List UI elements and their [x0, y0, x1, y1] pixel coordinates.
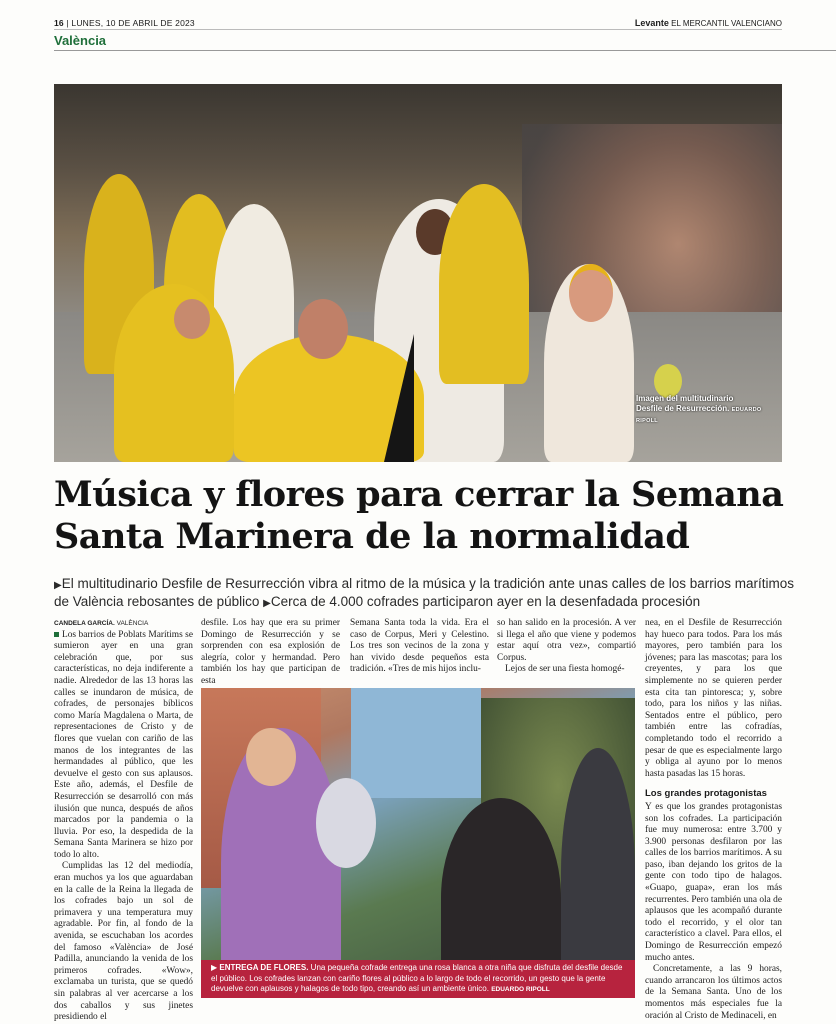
section-label: València: [54, 33, 107, 48]
subheadline: ▶El multitudinario Desfile de Resurrección vibra al ritmo de la música y la tradición ante unas calles de los barrios marítimos de València rebosantes de público ▶Cerca de 4.000 cofrades participaron ayer en la desenfadada procesión: [54, 576, 795, 609]
bottom-photo-credit: EDUARDO RIPOLL: [491, 986, 550, 993]
square-bullet-icon: [54, 632, 59, 637]
triangle-bullet-icon: ▶: [54, 580, 62, 591]
article-column-2: desfile. Los hay que era su primer Domingo de Resurrección y se sorprenden con esa explosión de alegría, color y hermandad. Pero también los hay que participan de esta: [201, 618, 340, 686]
triangle-bullet-icon: ▶: [263, 598, 271, 609]
page-header-left: 16 | LUNES, 10 DE ABRIL DE 2023: [54, 18, 195, 28]
section-rule: [54, 50, 836, 51]
page-header-right: [635, 18, 782, 28]
section-subtitle: Los grandes protagonistas: [645, 788, 767, 800]
newspaper-brand: Levante: [634, 18, 669, 28]
newspaper-brand-sub: EL MERCANTIL VALENCIANO: [671, 19, 782, 28]
article-column-3: Semana Santa toda la vida. Era el caso de Corpus, Meri y Celestino. Los tres son vecinos de la zona y han vivido desde pequeños esta tradición. «Tres de mis hijos inclu-: [350, 618, 489, 675]
article-column-1: CANDELA GARCÍA. VALÈNCIA Los barrios de Poblats Marítims se sumieron ayer en una gran celebración que, por sus características, no deja indiferente a nadie. Alrededor de las 13 horas las calles se inundaron de música, de cofrades, de personajes bíblicos como María Magdalena o Marta, de representaciones de Cristo y de flores que vuelan con cariño de las manos de los integrantes de las hermandades al público, que les devuelve el gesto con sus aplausos. Este año, además, el Desfile de Resurrección se desarrolló con más ilusión que nunca, después de años marcados por la pandemia o la lluvia. Por eso, la despedida de la Semana Santa Marinera se hizo por todo lo alto. Cumplidas las 12 del mediodía, eran muchos ya los que aguardaban en la calle de la Reina la llegada de los cofrades bajo un sol de primavera y una temperatura muy agradable. Por fin, al fondo de la avenida, se escuchaban los acordes del famoso «València» de José Padilla, anunciando la venida de los primeros cofrades. «Wow», exclamaba un turista, que se quedó sin palabras al ver acercarse a los dos caballos y sus jinetes presidiendo el: [54, 620, 193, 1023]
byline: CANDELA GARCÍA. VALÈNCIA: [54, 620, 149, 627]
top-photo-caption: Imagen del multitudinario Desfile de Resurrección. EDUARDO RIPOLL: [636, 394, 762, 424]
flowers-photo: [201, 688, 635, 998]
article-column-5: nea, en el Desfile de Resurrección hay hueco para todos. Para los más mayores, pero también para los jóvenes; para las mascotas; para los creyentes, y para los que simplemente no se quieren perder esta cita tan pintoresca; y, sobre todo, para los niños y las niñas. Sentados entre el público, pero también entre las cofradías, completando todo el recorrido a pesar de que es especialmente largo y obliga al ayuno por lo menos hasta pasadas las 15 horas. Los grandes protagonistas Y es que los grandes protagonistas son los cofrades. La participación fue muy numerosa: entre 3.700 y 3.900 personas desfilaron por las calles de los barrios marítimos. A su paso, iban dejando los gritos de la gente con todo tipo de halagos. «Guapo, guapa», eran los más recurrentes. Pero también una ola de aplausos que les acompañó durante todo el recorrido, y el olor tan característico a clavel. Para ellos, el Domingo de Resurrección empezó mucho antes. Concretamente, a las 9 horas, cuando arrancaron los últimos actos de la Semana Santa. Uno de los momentos más especiales fue la oración al Cristo de Medinaceli, en: [645, 618, 782, 1021]
top-photo-credit: EDUARDO RIPOLL: [636, 407, 762, 424]
header-rule: [54, 29, 782, 30]
issue-date: LUNES, 10 DE ABRIL DE 2023: [71, 18, 195, 28]
page-number: 16: [54, 18, 64, 28]
triangle-bullet-icon: ▶: [211, 963, 218, 972]
headline: Música y flores para cerrar la Semana Santa Marinera de la normalidad: [54, 474, 784, 557]
procession-photo: [54, 84, 782, 462]
bottom-photo-caption: ▶ ENTREGA DE FLORES. Una pequeña cofrade entrega una rosa blanca a otra niña que disfruta del desfile desde el público. Los cofrades lanzan con cariño flores al público a lo largo de todo el recorrido, un gesto que la gente devuelve con aplausos y halagos de todo tipo, creando así un ambiente único. EDUARDO RIPOLL: [201, 960, 635, 998]
article-column-4: so han salido en la procesión. A ver si llega el año que viene y podemos estar aquí otra vez», compartió Corpus. Lejos de ser una fiesta homogé-: [497, 618, 636, 675]
